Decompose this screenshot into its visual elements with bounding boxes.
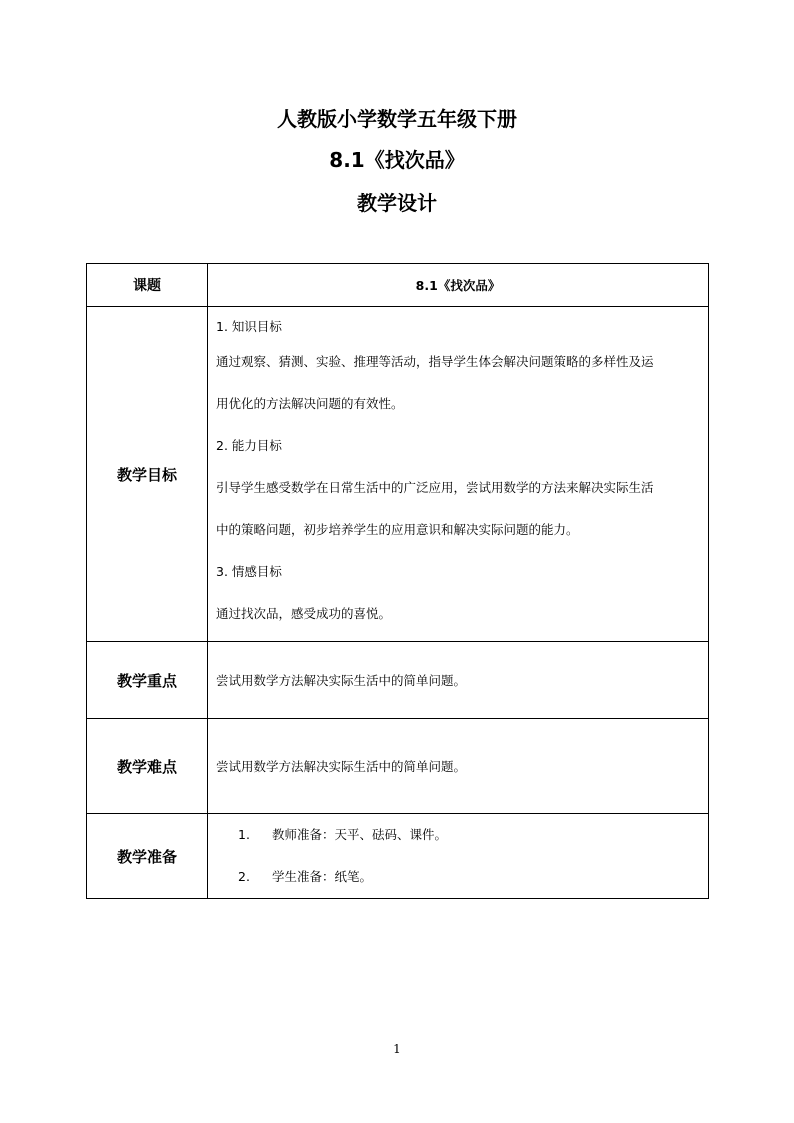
goals-label: 教学目标: [87, 307, 208, 642]
topic-label: 课题: [87, 264, 208, 307]
page-number: 1: [393, 1042, 401, 1056]
difficulty-cell: [208, 719, 709, 814]
goal-line: 通过找次品，感受成功的喜悦。: [216, 606, 392, 621]
list-text: 学生准备：纸笔。: [272, 869, 373, 884]
list-item: [238, 856, 708, 898]
topic-value: 8.1《找次品》: [208, 264, 709, 307]
goal-line: 通过观察、猜测、实验、推理等活动，指导学生体会解决问题策略的多样性及运: [216, 354, 654, 369]
goal-line: 引导学生感受数学在日常生活中的广泛应用，尝试用数学的方法来解决实际生活: [216, 480, 654, 495]
list-item: [238, 814, 708, 856]
list-number: 2.: [238, 869, 250, 884]
goal-line: 用优化的方法解决问题的有效性。: [216, 396, 404, 411]
lesson-title: 8.1《找次品》: [329, 148, 465, 172]
key-point-cell: [208, 642, 709, 719]
table-row: [87, 719, 709, 814]
goals-cell: [208, 307, 709, 642]
lesson-plan-table: [86, 263, 709, 899]
table-row: [87, 307, 709, 642]
list-number: 1.: [238, 827, 250, 842]
goal-line: 2. 能力目标: [216, 438, 282, 453]
document-title: 人教版小学数学五年级下册: [277, 107, 517, 131]
goal-line: 中的策略问题，初步培养学生的应用意识和解决实际问题的能力。: [216, 522, 579, 537]
preparation-cell: [208, 814, 709, 899]
table-row: [87, 814, 709, 899]
table-row: [87, 642, 709, 719]
goal-line: 3. 情感目标: [216, 564, 282, 579]
document-subtitle: 教学设计: [357, 191, 437, 215]
table-row: [87, 264, 709, 307]
goal-line: 1. 知识目标: [216, 319, 282, 334]
preparation-label: 教学准备: [87, 814, 208, 899]
difficulty-label: 教学难点: [87, 719, 208, 814]
list-text: 教师准备：天平、砝码、课件。: [272, 827, 448, 842]
key-point-value: 尝试用数学方法解决实际生活中的简单问题。: [216, 673, 467, 688]
key-point-label: 教学重点: [87, 642, 208, 719]
difficulty-value: 尝试用数学方法解决实际生活中的简单问题。: [216, 759, 467, 774]
